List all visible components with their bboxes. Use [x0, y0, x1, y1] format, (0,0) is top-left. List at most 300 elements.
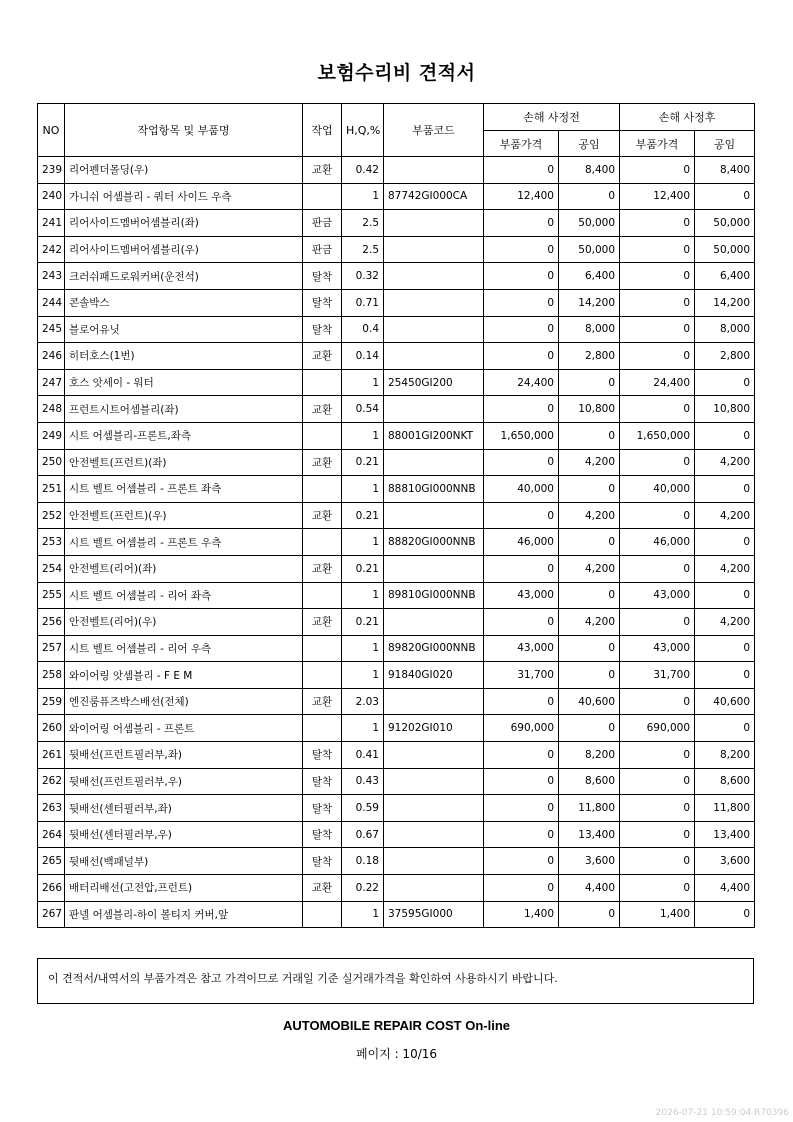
cell-after-labor: 8,600 — [695, 768, 755, 795]
cell-before-labor: 8,600 — [559, 768, 620, 795]
cell-item-name: 엔진룸퓨즈박스배선(전체) — [65, 688, 303, 715]
cell-hq: 2.03 — [342, 688, 384, 715]
cell-work: 탈착 — [303, 821, 342, 848]
cell-after-labor: 4,200 — [695, 449, 755, 476]
cell-after-labor: 14,200 — [695, 289, 755, 316]
cell-before-labor: 0 — [559, 529, 620, 556]
cell-after-labor: 50,000 — [695, 210, 755, 237]
table-row — [38, 901, 755, 928]
cell-hq: 1 — [342, 476, 384, 503]
cell-before-labor: 0 — [559, 422, 620, 449]
cell-before-labor: 3,600 — [559, 848, 620, 875]
cell-hq: 0.22 — [342, 875, 384, 902]
table-header — [38, 104, 755, 157]
cell-no: 251 — [38, 476, 65, 503]
cell-after-labor: 0 — [695, 422, 755, 449]
cell-no: 253 — [38, 529, 65, 556]
cell-after-price: 0 — [620, 289, 695, 316]
cell-part-code — [384, 768, 484, 795]
cell-after-price: 0 — [620, 502, 695, 529]
cell-after-price: 43,000 — [620, 635, 695, 662]
cell-before-price: 0 — [484, 555, 559, 582]
cell-item-name: 안전벨트(리어)(우) — [65, 609, 303, 636]
cell-before-price: 0 — [484, 821, 559, 848]
cell-before-price: 0 — [484, 795, 559, 822]
cell-before-price: 0 — [484, 316, 559, 343]
cell-before-price: 0 — [484, 236, 559, 263]
cell-before-price: 43,000 — [484, 582, 559, 609]
cell-hq: 2.5 — [342, 210, 384, 237]
table-row — [38, 635, 755, 662]
cell-after-labor: 6,400 — [695, 263, 755, 290]
table-row — [38, 210, 755, 237]
cell-before-price: 0 — [484, 742, 559, 769]
cell-work: 교환 — [303, 449, 342, 476]
cell-part-code — [384, 396, 484, 423]
cell-part-code — [384, 555, 484, 582]
cell-before-price: 0 — [484, 609, 559, 636]
cell-hq: 1 — [342, 529, 384, 556]
cell-item-name: 와이어링 어셈블리 - 프론트 — [65, 715, 303, 742]
cell-after-labor: 40,600 — [695, 688, 755, 715]
cell-part-code — [384, 742, 484, 769]
cell-no: 254 — [38, 555, 65, 582]
document-title: 보험수리비 견적서 — [317, 62, 476, 84]
cell-before-labor: 0 — [559, 476, 620, 503]
header-no: NO — [38, 104, 65, 157]
cell-after-price: 0 — [620, 210, 695, 237]
cell-part-code — [384, 449, 484, 476]
table-row — [38, 742, 755, 769]
header-part-code: 부품코드 — [384, 104, 484, 157]
cell-item-name: 뒷배선(백패널부) — [65, 848, 303, 875]
cell-after-labor: 3,600 — [695, 848, 755, 875]
cell-item-name: 와이어링 앗셈블리 - F E M — [65, 662, 303, 689]
cell-before-price: 0 — [484, 449, 559, 476]
cell-part-code: 37595GI000 — [384, 901, 484, 928]
cell-item-name: 리어사이드멤버어셈블리(좌) — [65, 210, 303, 237]
cell-part-code — [384, 502, 484, 529]
cell-before-labor: 14,200 — [559, 289, 620, 316]
cell-before-price: 46,000 — [484, 529, 559, 556]
cell-part-code — [384, 343, 484, 370]
cell-part-code: 89810GI000NNB — [384, 582, 484, 609]
cell-work: 탈착 — [303, 263, 342, 290]
cell-before-price: 0 — [484, 343, 559, 370]
cell-item-name: 안전벨트(프런트)(우) — [65, 502, 303, 529]
cell-hq: 0.41 — [342, 742, 384, 769]
cell-after-price: 0 — [620, 875, 695, 902]
table-row — [38, 476, 755, 503]
cell-before-labor: 4,200 — [559, 555, 620, 582]
cell-hq: 0.18 — [342, 848, 384, 875]
cell-part-code — [384, 688, 484, 715]
cell-after-labor: 4,400 — [695, 875, 755, 902]
table-row — [38, 369, 755, 396]
cell-before-labor: 8,000 — [559, 316, 620, 343]
cell-work: 교환 — [303, 555, 342, 582]
cell-before-price: 0 — [484, 768, 559, 795]
cell-no: 240 — [38, 183, 65, 210]
cell-after-labor: 0 — [695, 901, 755, 928]
cell-item-name: 히터호스(1번) — [65, 343, 303, 370]
cell-work: 교환 — [303, 502, 342, 529]
cell-part-code — [384, 821, 484, 848]
cell-before-price: 1,400 — [484, 901, 559, 928]
cell-after-labor: 0 — [695, 529, 755, 556]
table-row — [38, 768, 755, 795]
cell-before-labor: 0 — [559, 901, 620, 928]
cell-part-code — [384, 609, 484, 636]
cell-item-name: 배터리배선(고전압,프런트) — [65, 875, 303, 902]
cell-after-price: 0 — [620, 688, 695, 715]
cell-no: 242 — [38, 236, 65, 263]
cell-hq: 0.54 — [342, 396, 384, 423]
table-row — [38, 263, 755, 290]
table-row — [38, 502, 755, 529]
header-before-price: 부품가격 — [484, 131, 559, 157]
cell-hq: 0.43 — [342, 768, 384, 795]
table-row — [38, 316, 755, 343]
cell-hq: 2.5 — [342, 236, 384, 263]
cell-no: 245 — [38, 316, 65, 343]
cell-after-labor: 10,800 — [695, 396, 755, 423]
cell-hq: 1 — [342, 635, 384, 662]
header-hq: H,Q,% — [342, 104, 384, 157]
cell-before-price: 0 — [484, 875, 559, 902]
cell-no: 266 — [38, 875, 65, 902]
table-row — [38, 183, 755, 210]
cell-before-price: 43,000 — [484, 635, 559, 662]
cell-hq: 0.59 — [342, 795, 384, 822]
cell-no: 262 — [38, 768, 65, 795]
cell-item-name: 안전벨트(프런트)(좌) — [65, 449, 303, 476]
header-item: 작업항목 및 부품명 — [65, 104, 303, 157]
cell-after-price: 0 — [620, 848, 695, 875]
table-row — [38, 343, 755, 370]
cell-work — [303, 662, 342, 689]
cell-no: 247 — [38, 369, 65, 396]
cell-work — [303, 183, 342, 210]
cell-hq: 0.21 — [342, 555, 384, 582]
cell-work — [303, 715, 342, 742]
cell-hq: 0.21 — [342, 609, 384, 636]
cell-item-name: 시트 벨트 어셈블리 - 프론트 우측 — [65, 529, 303, 556]
cell-after-price: 1,400 — [620, 901, 695, 928]
cell-before-labor: 0 — [559, 183, 620, 210]
cell-no: 263 — [38, 795, 65, 822]
cell-work — [303, 422, 342, 449]
cell-after-price: 0 — [620, 768, 695, 795]
cell-after-price: 0 — [620, 396, 695, 423]
cell-before-labor: 6,400 — [559, 263, 620, 290]
print-timestamp: 2026-07-21 10:59:04 R70396 — [655, 1108, 789, 1118]
cell-after-labor: 0 — [695, 369, 755, 396]
estimate-table — [37, 103, 755, 928]
cell-work: 교환 — [303, 609, 342, 636]
table-row — [38, 422, 755, 449]
header-before-adjustment: 손해 사정전 — [484, 104, 620, 131]
cell-part-code — [384, 236, 484, 263]
cell-work — [303, 529, 342, 556]
cell-after-price: 0 — [620, 821, 695, 848]
cell-hq: 1 — [342, 715, 384, 742]
cell-after-labor: 13,400 — [695, 821, 755, 848]
cell-item-name: 뒷배선(프런트필러부,좌) — [65, 742, 303, 769]
cell-before-labor: 2,800 — [559, 343, 620, 370]
cell-before-labor: 0 — [559, 635, 620, 662]
cell-after-labor: 0 — [695, 582, 755, 609]
cell-before-price: 0 — [484, 263, 559, 290]
cell-item-name: 안전벨트(리어)(좌) — [65, 555, 303, 582]
cell-before-price: 0 — [484, 396, 559, 423]
cell-part-code: 88820GI000NNB — [384, 529, 484, 556]
cell-part-code — [384, 795, 484, 822]
cell-hq: 1 — [342, 369, 384, 396]
cell-no: 248 — [38, 396, 65, 423]
cell-no: 246 — [38, 343, 65, 370]
cell-part-code: 88001GI200NKT — [384, 422, 484, 449]
cell-hq: 0.71 — [342, 289, 384, 316]
cell-no: 261 — [38, 742, 65, 769]
cell-before-labor: 0 — [559, 369, 620, 396]
cell-no: 241 — [38, 210, 65, 237]
header-after-labor: 공임 — [695, 131, 755, 157]
cell-after-labor: 8,400 — [695, 157, 755, 184]
cell-item-name: 시트 벨트 어셈블리 - 리어 좌측 — [65, 582, 303, 609]
cell-after-labor: 0 — [695, 715, 755, 742]
header-work: 작업 — [303, 104, 342, 157]
table-row — [38, 449, 755, 476]
cell-before-price: 0 — [484, 157, 559, 184]
cell-item-name: 리어펜더몰딩(우) — [65, 157, 303, 184]
table-row — [38, 875, 755, 902]
table-row — [38, 555, 755, 582]
cell-hq: 1 — [342, 582, 384, 609]
cell-before-price: 24,400 — [484, 369, 559, 396]
cell-work: 교환 — [303, 343, 342, 370]
cell-before-labor: 4,200 — [559, 609, 620, 636]
table-row — [38, 396, 755, 423]
cell-before-price: 31,700 — [484, 662, 559, 689]
cell-work — [303, 635, 342, 662]
cell-before-price: 690,000 — [484, 715, 559, 742]
table-row — [38, 529, 755, 556]
cell-after-price: 24,400 — [620, 369, 695, 396]
cell-work: 판금 — [303, 210, 342, 237]
cell-after-price: 690,000 — [620, 715, 695, 742]
table-row — [38, 795, 755, 822]
cell-no: 257 — [38, 635, 65, 662]
cell-after-labor: 4,200 — [695, 502, 755, 529]
cell-no: 260 — [38, 715, 65, 742]
cell-after-price: 0 — [620, 316, 695, 343]
cell-after-labor: 50,000 — [695, 236, 755, 263]
table-body — [38, 157, 755, 928]
cell-before-price: 0 — [484, 289, 559, 316]
table-row — [38, 821, 755, 848]
cell-item-name: 크러쉬패드로워커버(운전석) — [65, 263, 303, 290]
cell-work: 탈착 — [303, 316, 342, 343]
cell-part-code — [384, 210, 484, 237]
cell-work: 교환 — [303, 875, 342, 902]
cell-after-labor: 8,200 — [695, 742, 755, 769]
cell-before-labor: 10,800 — [559, 396, 620, 423]
cell-work — [303, 901, 342, 928]
cell-after-labor: 0 — [695, 476, 755, 503]
cell-after-price: 0 — [620, 742, 695, 769]
cell-before-labor: 0 — [559, 582, 620, 609]
cell-work: 교환 — [303, 688, 342, 715]
cell-after-price: 0 — [620, 236, 695, 263]
table-row — [38, 236, 755, 263]
cell-after-price: 0 — [620, 609, 695, 636]
cell-before-labor: 50,000 — [559, 236, 620, 263]
cell-hq: 1 — [342, 183, 384, 210]
table-row — [38, 715, 755, 742]
cell-work: 탈착 — [303, 848, 342, 875]
cell-part-code: 87742GI000CA — [384, 183, 484, 210]
cell-work — [303, 476, 342, 503]
cell-part-code: 91840GI020 — [384, 662, 484, 689]
cell-item-name: 판넬 어셈블리-하이 볼티지 커버,앞 — [65, 901, 303, 928]
cell-after-labor: 0 — [695, 635, 755, 662]
cell-hq: 0.4 — [342, 316, 384, 343]
cell-before-price: 0 — [484, 848, 559, 875]
cell-work: 판금 — [303, 236, 342, 263]
cell-work — [303, 582, 342, 609]
cell-hq: 1 — [342, 422, 384, 449]
cell-no: 243 — [38, 263, 65, 290]
table-row — [38, 662, 755, 689]
cell-work: 탈착 — [303, 742, 342, 769]
cell-after-price: 0 — [620, 555, 695, 582]
cell-before-labor: 0 — [559, 662, 620, 689]
cell-before-labor: 13,400 — [559, 821, 620, 848]
cell-after-labor: 2,800 — [695, 343, 755, 370]
cell-after-price: 12,400 — [620, 183, 695, 210]
cell-part-code: 91202GI010 — [384, 715, 484, 742]
cell-after-price: 31,700 — [620, 662, 695, 689]
cell-work: 탈착 — [303, 768, 342, 795]
cell-work: 탈착 — [303, 795, 342, 822]
cell-hq: 0.67 — [342, 821, 384, 848]
cell-hq: 0.21 — [342, 449, 384, 476]
cell-hq: 1 — [342, 662, 384, 689]
cell-no: 265 — [38, 848, 65, 875]
table-row — [38, 582, 755, 609]
cell-before-labor: 40,600 — [559, 688, 620, 715]
cell-work: 교환 — [303, 396, 342, 423]
cell-work — [303, 369, 342, 396]
cell-before-labor: 11,800 — [559, 795, 620, 822]
cell-after-price: 43,000 — [620, 582, 695, 609]
cell-before-labor: 8,400 — [559, 157, 620, 184]
cell-part-code: 25450GI200 — [384, 369, 484, 396]
cell-item-name: 블로어유닛 — [65, 316, 303, 343]
cell-item-name: 가니쉬 어셈블리 - 쿼터 사이드 우측 — [65, 183, 303, 210]
cell-item-name: 뒷배선(프런트필러부,우) — [65, 768, 303, 795]
cell-before-price: 40,000 — [484, 476, 559, 503]
price-notice: 이 견적서/내역서의 부품가격은 참고 가격이므로 거래일 기준 실거래가격을 확인하여 사용하시기 바랍니다. — [37, 958, 754, 1004]
cell-before-labor: 8,200 — [559, 742, 620, 769]
cell-before-price: 0 — [484, 502, 559, 529]
table-row — [38, 609, 755, 636]
cell-item-name: 시트 어셈블리-프론트,좌측 — [65, 422, 303, 449]
cell-item-name: 프런트시트어셈블리(좌) — [65, 396, 303, 423]
cell-item-name: 시트 벨트 어셈블리 - 프론트 좌측 — [65, 476, 303, 503]
cell-hq: 0.42 — [342, 157, 384, 184]
cell-after-labor: 0 — [695, 183, 755, 210]
cell-item-name: 뒷배선(센터필러부,우) — [65, 821, 303, 848]
cell-no: 259 — [38, 688, 65, 715]
cell-before-price: 1,650,000 — [484, 422, 559, 449]
cell-hq: 0.14 — [342, 343, 384, 370]
cell-after-labor: 4,200 — [695, 555, 755, 582]
cell-before-labor: 0 — [559, 715, 620, 742]
cell-before-labor: 4,200 — [559, 449, 620, 476]
cell-no: 252 — [38, 502, 65, 529]
table-row — [38, 688, 755, 715]
cell-after-price: 0 — [620, 795, 695, 822]
cell-item-name: 콘솔박스 — [65, 289, 303, 316]
cell-no: 249 — [38, 422, 65, 449]
cell-part-code — [384, 875, 484, 902]
cell-after-labor: 0 — [695, 662, 755, 689]
cell-after-price: 0 — [620, 157, 695, 184]
cell-after-price: 40,000 — [620, 476, 695, 503]
cell-no: 264 — [38, 821, 65, 848]
cell-part-code — [384, 263, 484, 290]
table-row — [38, 289, 755, 316]
cell-no: 256 — [38, 609, 65, 636]
cell-item-name: 뒷배선(센터필러부,좌) — [65, 795, 303, 822]
cell-item-name: 시트 벨트 어셈블리 - 리어 우측 — [65, 635, 303, 662]
cell-hq: 1 — [342, 901, 384, 928]
table-row — [38, 848, 755, 875]
header-after-adjustment: 손해 사정후 — [620, 104, 755, 131]
cell-work: 탈착 — [303, 289, 342, 316]
page-number: 페이지 : 10/16 — [355, 1047, 438, 1061]
cell-after-labor: 4,200 — [695, 609, 755, 636]
cell-no: 250 — [38, 449, 65, 476]
cell-after-price: 46,000 — [620, 529, 695, 556]
header-before-labor: 공임 — [559, 131, 620, 157]
cell-after-price: 1,650,000 — [620, 422, 695, 449]
cell-part-code — [384, 316, 484, 343]
cell-item-name: 호스 앗세이 - 워터 — [65, 369, 303, 396]
cell-item-name: 리어사이드멤버어셈블리(우) — [65, 236, 303, 263]
cell-after-price: 0 — [620, 449, 695, 476]
cell-before-price: 0 — [484, 210, 559, 237]
cell-after-price: 0 — [620, 343, 695, 370]
cell-after-labor: 11,800 — [695, 795, 755, 822]
cell-part-code — [384, 289, 484, 316]
cell-hq: 0.21 — [342, 502, 384, 529]
cell-no: 255 — [38, 582, 65, 609]
cell-part-code — [384, 157, 484, 184]
cell-part-code: 89820GI000NNB — [384, 635, 484, 662]
header-after-price: 부품가격 — [620, 131, 695, 157]
footer-brand: AUTOMOBILE REPAIR COST On-line — [282, 1018, 511, 1033]
cell-no: 267 — [38, 901, 65, 928]
cell-before-labor: 50,000 — [559, 210, 620, 237]
cell-hq: 0.32 — [342, 263, 384, 290]
cell-no: 244 — [38, 289, 65, 316]
table-row — [38, 157, 755, 184]
cell-part-code — [384, 848, 484, 875]
cell-work: 교환 — [303, 157, 342, 184]
